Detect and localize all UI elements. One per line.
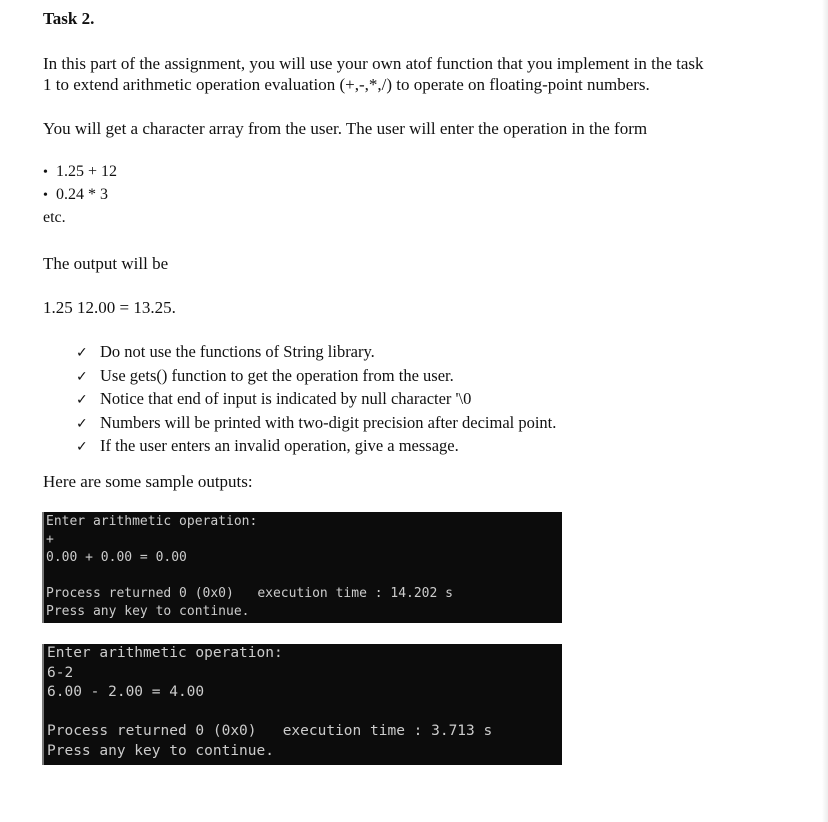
example-item — [43, 186, 108, 204]
bullet-dot-icon: • — [43, 188, 48, 203]
requirements-list — [76, 341, 556, 459]
intro-line-1: In this part of the assignment, you will use your own atof function that you implement in the task — [43, 54, 704, 73]
requirement-item — [76, 341, 556, 365]
console-line — [47, 703, 562, 723]
requirement-text: Notice that end of input is indicated by null character '\0 — [100, 389, 472, 408]
page-edge-shadow — [822, 0, 828, 822]
checkmark-icon: ✓ — [76, 439, 88, 455]
requirement-text: If the user enters an invalid operation, give a message. — [100, 436, 459, 455]
console-line: 0.00 + 0.00 = 0.00 — [46, 550, 187, 565]
console-line: Enter arithmetic operation: — [46, 514, 258, 529]
requirement-text: Numbers will be printed with two-digit precision after decimal point. — [100, 412, 557, 432]
console-line: Press any key to continue. — [46, 604, 250, 619]
checkmark-icon: ✓ — [76, 392, 88, 408]
console-line: 6.00 - 2.00 = 4.00 — [47, 684, 205, 700]
console-output-1 — [42, 512, 562, 623]
output-example: 1.25 12.00 = 13.25. — [43, 298, 176, 317]
example-text: 1.25 + 12 — [56, 163, 118, 180]
task-title: Task 2. — [43, 9, 95, 28]
etc-text: etc. — [43, 209, 66, 226]
requirement-item — [76, 388, 556, 412]
checkmark-icon: ✓ — [76, 368, 88, 385]
requirement-item — [76, 435, 556, 459]
console-output-2 — [42, 644, 562, 765]
console-line: Process returned 0 (0x0) execution time : 3.713 s — [47, 723, 493, 739]
intro-line-2: 1 to extend arithmetic operation evaluation (+,-,*,/) to operate on floating-point numbers. — [43, 75, 650, 94]
output-intro: The output will be — [43, 254, 169, 273]
requirement-item — [76, 365, 556, 389]
example-text: 0.24 * 3 — [56, 186, 108, 203]
input-description: You will get a character array from the user. The user will enter the operation in the form — [43, 119, 648, 138]
example-item — [43, 163, 117, 181]
console-line: Process returned 0 (0x0) execution time : 14.202 s — [46, 586, 453, 601]
requirement-item — [76, 412, 556, 436]
console-line: Enter arithmetic operation: — [47, 645, 283, 661]
requirement-text: Use gets() function to get the operation from the user. — [100, 365, 454, 385]
bullet-dot-icon: • — [43, 165, 48, 180]
console-line: 6-2 — [47, 664, 74, 681]
console-line — [46, 567, 562, 585]
requirement-text: Do not use the functions of String library. — [100, 342, 375, 361]
checkmark-icon: ✓ — [76, 345, 88, 361]
sample-intro: Here are some sample outputs: — [43, 472, 253, 491]
console-line: Press any key to continue. — [47, 742, 274, 759]
console-line: + — [46, 532, 54, 547]
checkmark-icon: ✓ — [76, 415, 88, 432]
